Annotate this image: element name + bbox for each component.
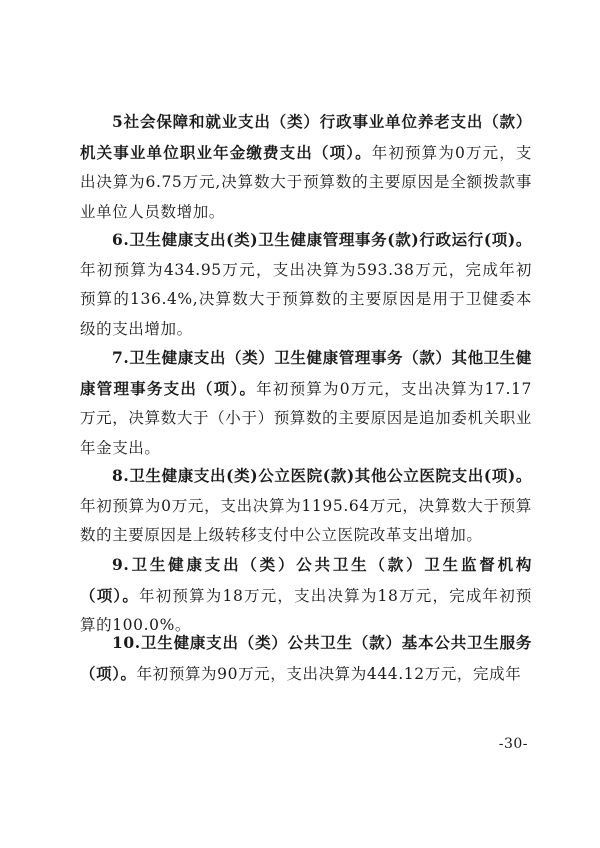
- paragraph-8: [80, 461, 532, 551]
- paragraph-6: [80, 225, 532, 344]
- paragraph-10-heading: 10.卫生健康支出（类）公共卫生（款）基本公共卫生服务（项）。: [80, 633, 532, 683]
- paragraph-8-heading: 8.卫生健康支出(类)公立医院(款)其他公立医院支出(项)。: [112, 466, 532, 485]
- paragraph-5-heading: 5社会保障和就业支出（类）行政事业单位养老支出（款）机关事业单位职业年金缴费支出（项）。: [80, 112, 532, 162]
- paragraph-7-body: 年初预算为0万元，支出决算为17.17万元，决算数大于（小于）预算数的主要原因是追加委机关职业年金支出。: [80, 379, 532, 457]
- paragraph-6-heading: 6.卫生健康支出(类)卫生健康管理事务(款)行政运行(项)。: [112, 230, 532, 249]
- paragraph-9-body: 年初预算为18万元，支出决算为18万元，完成年初预算的100.0%。: [80, 586, 533, 634]
- page-number: -30-: [498, 736, 528, 752]
- paragraph-9: [80, 550, 532, 641]
- paragraph-8-body: 年初预算为0万元，支出决算为1195.64万元，决算数大于预算数的主要原因是上级转移支付中公立医院改革支出增加。: [80, 496, 532, 544]
- paragraph-7: [80, 343, 532, 463]
- paragraph-5: [80, 107, 532, 227]
- paragraph-9-heading: 9.卫生健康支出（类）公共卫生（款）卫生监督机构（项）。: [80, 555, 532, 605]
- paragraph-7-heading: 7.卫生健康支出（类）卫生健康管理事务（款）其他卫生健康管理事务支出（项）。: [80, 348, 532, 398]
- paragraph-10: [80, 628, 532, 689]
- paragraph-5-body: 年初预算为0万元，支出决算为6.75万元,决算数大于预算数的主要原因是全额拨款事业单位人员数增加。: [80, 143, 532, 221]
- paragraph-6-body: 年初预算为434.95万元，支出决算为593.38万元，完成年初预算的136.4%,决算数大于预算数的主要原因是用于卫健委本级的支出增加。: [80, 260, 532, 338]
- paragraph-10-body: 年初预算为90万元，支出决算为444.12万元，完成年: [136, 664, 522, 683]
